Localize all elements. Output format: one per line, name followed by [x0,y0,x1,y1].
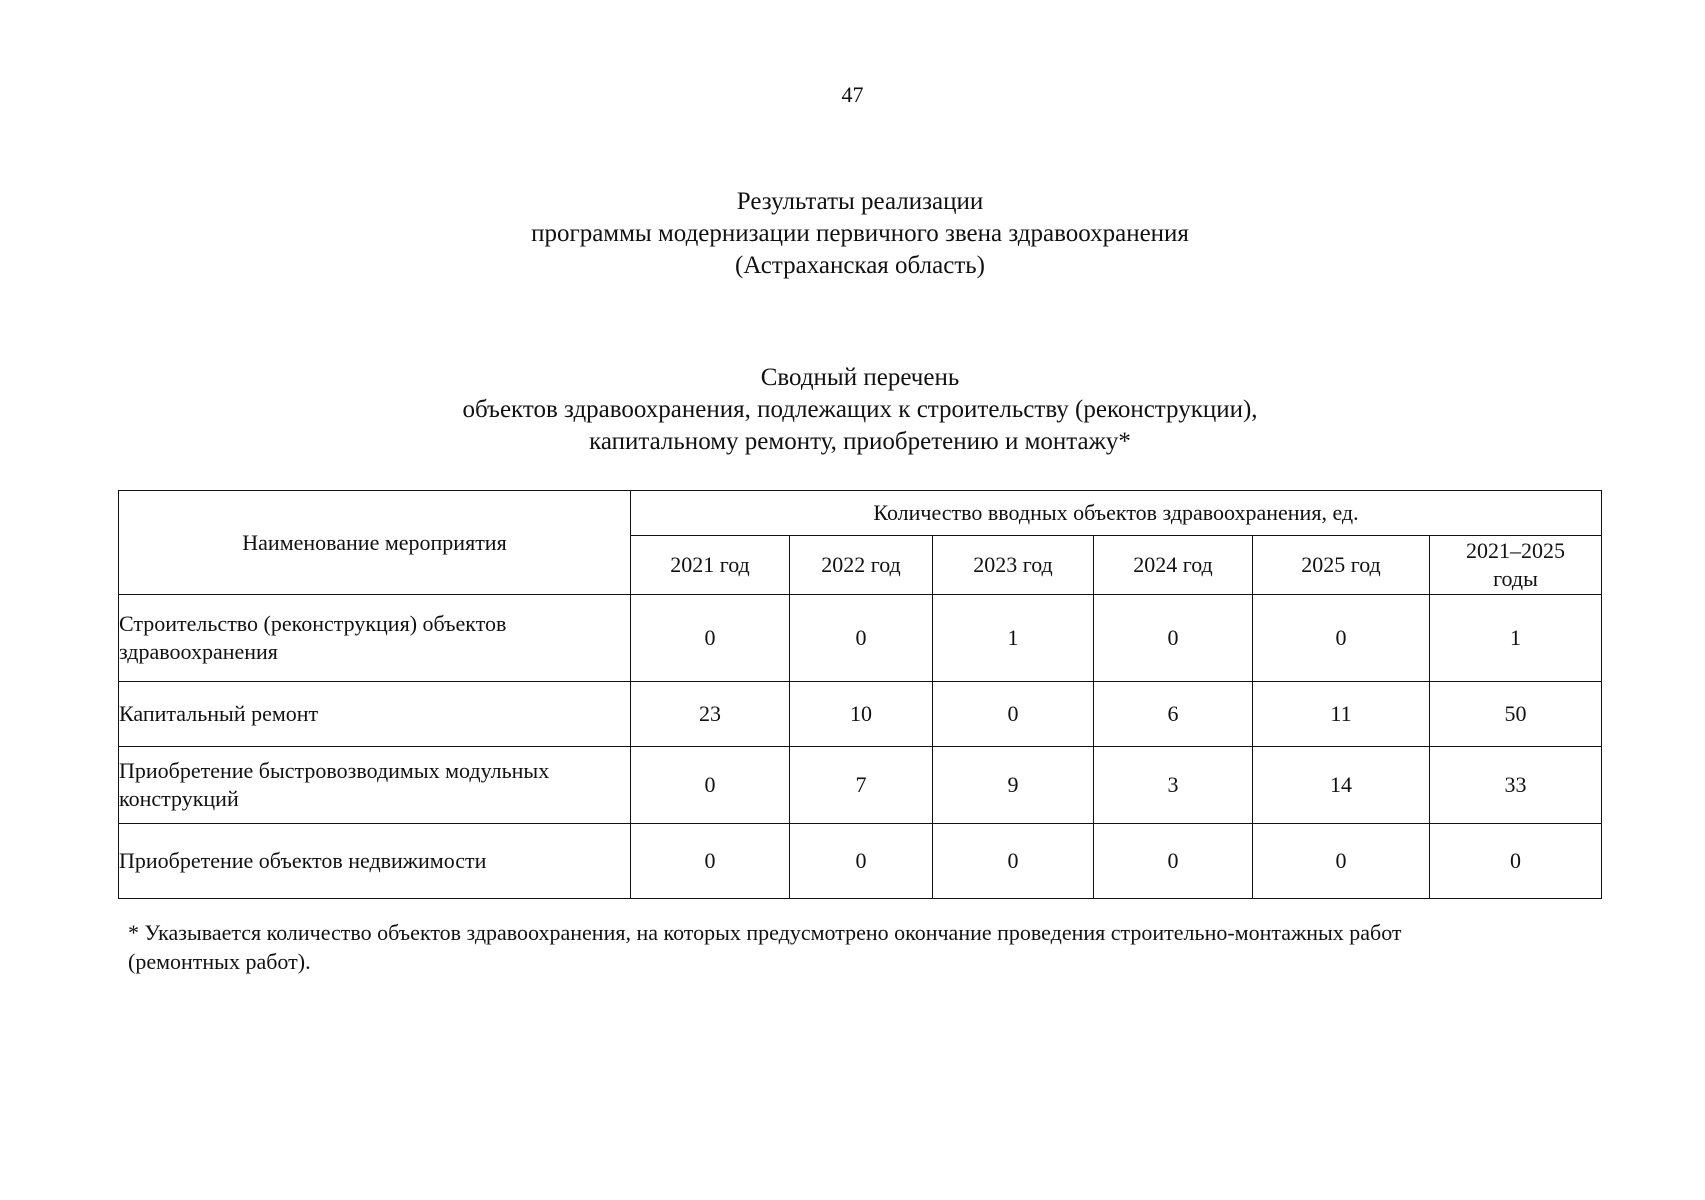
value-cell: 6 [1094,682,1253,747]
value-cell: 1 [933,595,1094,682]
name-column-header: Наименование мероприятия [119,491,631,595]
total-cell: 50 [1430,682,1602,747]
row-name: Капитальный ремонт [119,682,631,747]
value-cell: 3 [1094,747,1253,824]
value-cell: 23 [631,682,790,747]
value-cell: 9 [933,747,1094,824]
footnote-line-1: * Указывается количество объектов здравоохранения, на которых предусмотрено окончание проведения строительно-монтажных работ [128,920,1402,945]
subtitle-line-1: Сводный перечень [760,364,960,391]
value-cell: 0 [631,595,790,682]
value-cell: 0 [933,824,1094,899]
value-cell: 0 [1253,595,1430,682]
subtitle-line-2: объектов здравоохранения, подлежащих к строительству (реконструкции), [462,396,1258,423]
year-header-total: 2021–2025 годы [1430,536,1602,595]
row-name: Приобретение быстровозводимых модульных конструкций [119,747,631,824]
footnote [128,918,1598,976]
table-row [119,595,1602,682]
title-line-2: программы модернизации первичного звена здравоохранения [531,220,1189,247]
year-header-2023: 2023 год [933,536,1094,595]
value-cell: 7 [790,747,933,824]
year-header-2024: 2024 год [1094,536,1253,595]
total-cell: 1 [1430,595,1602,682]
year-header-2021: 2021 год [631,536,790,595]
row-name: Строительство (реконструкция) объектов здравоохранения [119,595,631,682]
value-cell: 0 [790,595,933,682]
value-cell: 0 [1094,824,1253,899]
total-cell: 33 [1430,747,1602,824]
total-cell: 0 [1430,824,1602,899]
summary-table [118,490,1602,899]
table-row [119,824,1602,899]
quantity-group-header: Количество вводных объектов здравоохранения, ед. [631,491,1602,536]
value-cell: 10 [790,682,933,747]
table-row [119,682,1602,747]
year-header-2022: 2022 год [790,536,933,595]
value-cell: 14 [1253,747,1430,824]
subtitle-line-3: капитальному ремонту, приобретению и монтажу* [589,428,1131,455]
value-cell: 0 [1253,824,1430,899]
value-cell: 0 [933,682,1094,747]
title-line-3: (Астраханская область) [735,252,985,279]
row-name: Приобретение объектов недвижимости [119,824,631,899]
table-row [119,747,1602,824]
value-cell: 11 [1253,682,1430,747]
value-cell: 0 [631,824,790,899]
table-header-row [119,491,1602,536]
table-title [0,362,1705,458]
document-title [0,186,1705,282]
page-number: 47 [841,82,864,107]
title-line-1: Результаты реализации [736,188,984,215]
year-header-2025: 2025 год [1253,536,1430,595]
value-cell: 0 [631,747,790,824]
value-cell: 0 [1094,595,1253,682]
footnote-line-2: (ремонтных работ). [128,949,311,974]
value-cell: 0 [790,824,933,899]
